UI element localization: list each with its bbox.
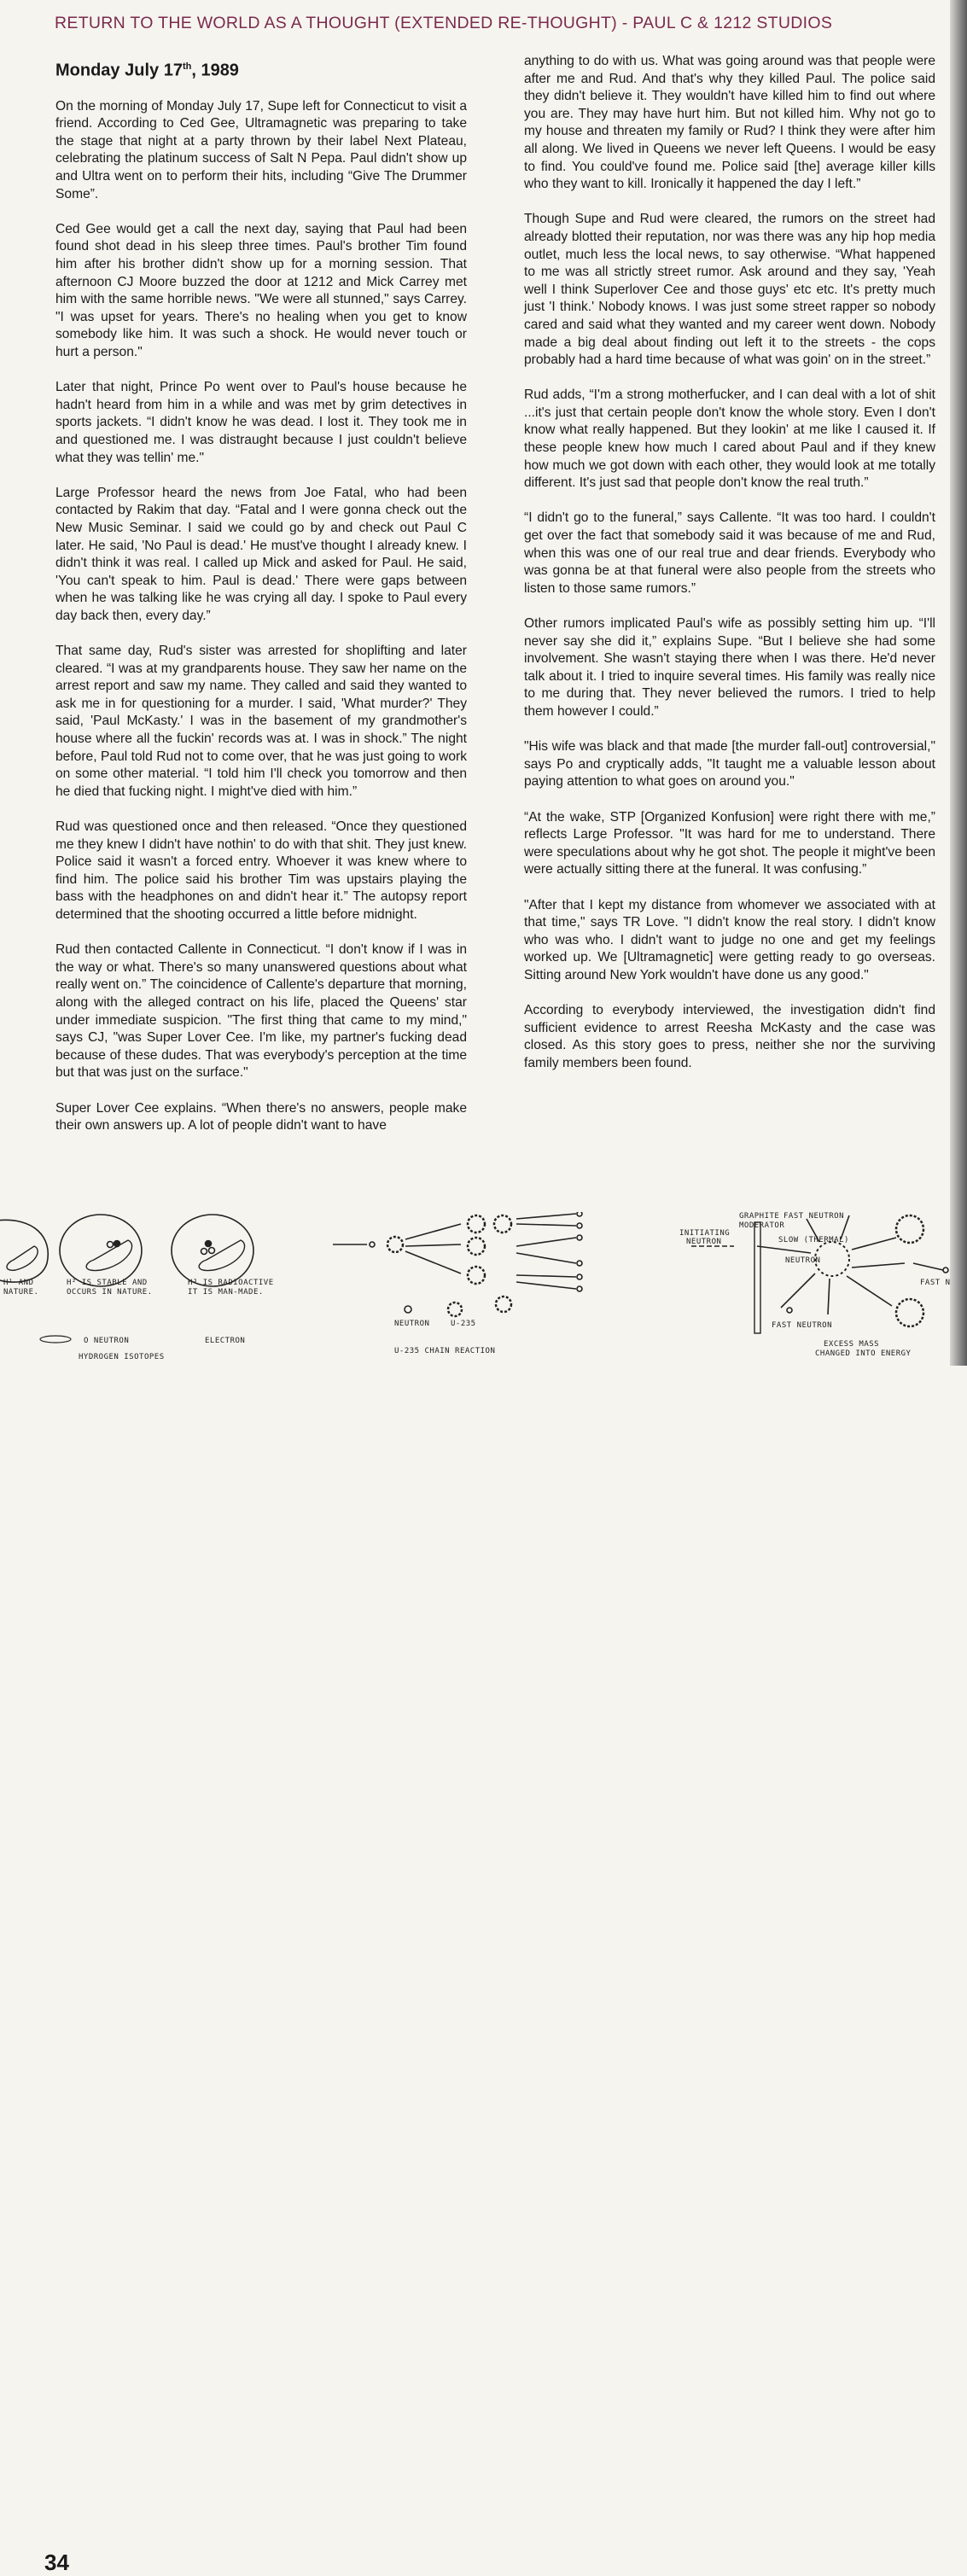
energy-ray-c	[852, 1263, 905, 1268]
fast-neutron-bottom	[787, 1308, 792, 1313]
energy-ray-e	[828, 1279, 830, 1314]
fission-arrow-d	[516, 1214, 576, 1219]
excess-mass-label-1: EXCESS MASS	[824, 1340, 880, 1349]
fission-arrow-i	[516, 1282, 576, 1289]
fission-arrow-g	[516, 1253, 576, 1263]
energy-ray-b	[852, 1238, 896, 1250]
page-header: RETURN TO THE WORLD AS A THOUGHT (EXTENDED RE-THOUGHT) - PAUL C & 1212 STUDIOS	[55, 14, 833, 32]
legend-electron-label: ELECTRON	[205, 1337, 246, 1345]
h2-label-1: H² IS STABLE AND	[67, 1279, 148, 1287]
neutron-out-5	[577, 1274, 582, 1279]
title-ordinal: th	[182, 61, 192, 72]
paragraph: "After that I kept my distance from whomever we associated with at that time," says TR Love. "I didn't know the real story. I didn't know who was who. I didn't want to judge no one and get my feelings worked up. We [Ultramagnetic] were getting ready to go overseas. Sitting around New York wouldn't have done us any good."	[524, 897, 935, 982]
h3-neutron-b	[209, 1248, 215, 1254]
slow-neutron-label-2: NEUTRON	[785, 1256, 821, 1265]
h2-label-2: OCCURS IN NATURE.	[67, 1288, 153, 1297]
legend-u235	[448, 1303, 462, 1316]
u235-nucleus-6	[496, 1297, 511, 1312]
h3-neutron-a	[201, 1249, 207, 1255]
paragraph: According to everybody interviewed, the investigation didn't find sufficient evidence to arrest Reesha McKasty and the case was closed. As this story goes to press, neither she nor the surviving family members been found.	[524, 1003, 935, 1070]
h3-label-2: IT IS MAN-MADE.	[188, 1288, 264, 1297]
paragraph: “At the wake, STP [Organized Konfusion] were right there with me,” reflects Large Professor. "It was hard for me to understand. There were speculations about why he got shot. The people it might've been were actually sitting there at the funeral. It was confusing.”	[524, 809, 935, 877]
neutron-out-1	[577, 1212, 582, 1216]
fission-arrow-e	[516, 1224, 576, 1226]
incoming-neutron	[370, 1242, 375, 1247]
paragraph: Ced Gee would get a call the next day, saying that Paul had been found shot dead in his sleep three times. Paul's brother Tim found him after his brother didn't show up for a morning session. That afternoon CJ Moore buzzed the door at 1212 and Mick Carrey met him with the same horrible news. "We were all stunned," says Carrey. "I was upset for years. There's no healing when you get to know somebody like him. It was such a shock. He would never touch or hurt a person."	[55, 221, 467, 359]
hydrogen-isotopes-title: HYDROGEN ISOTOPES	[79, 1353, 165, 1361]
h1-atom-shell	[0, 1220, 48, 1282]
u235-nucleus-5	[494, 1215, 511, 1233]
page-number: 34	[44, 2550, 69, 2575]
fission-arrow-h	[516, 1275, 576, 1277]
h1-label-2: NATURE.	[3, 1288, 39, 1297]
page-edge-shadow	[950, 0, 967, 1366]
fast-neutron-label-bottom: FAST NEUTRON	[772, 1321, 833, 1330]
paragraph: Other rumors implicated Paul's wife as possibly setting him up. “I'll never say she did it,” explains Supe. “But I believe she had some involvement. She wasn't staying there when I was there. He'd never talk about it. I tried to inquire several times. His family was really nice to me during that. They never believed the rumors. I tried to help them however I could.”	[524, 616, 935, 719]
fission-arrow-f	[516, 1238, 576, 1246]
moderator-label-1: GRAPHITE	[739, 1212, 780, 1221]
h2-neutron	[108, 1242, 114, 1248]
paragraph: Rud adds, “I'm a strong motherfucker, and I can deal with a lot of shit ...it's just that certain people don't know the whole story. Even I don't know what really happened. But they lookin' at me like I caused it. If these people knew how much I cared about Paul and if they knew how much we got down with each other, they would look at me totally different. It's just sad that people don't know the real truth.”	[524, 388, 935, 491]
initiating-label-2: NEUTRON	[686, 1238, 722, 1246]
physics-diagram-strip	[0, 1212, 951, 2575]
moderator-label-2: MODERATOR	[739, 1221, 785, 1230]
paragraph: On the morning of Monday July 17, Supe left for Connecticut to visit a friend. According to Ced Gee, Ultramagnetic was preparing to take the stage that night at a party thrown by their label Next Plateau, celebrating the platinum success of Salt N Pepa. Paul didn't show up and Ultra went on to perform their hits, including “Give The Drummer Some”.	[55, 98, 467, 201]
chain-reaction-title: U-235 CHAIN REACTION	[394, 1347, 496, 1355]
slow-neutron-path	[757, 1246, 811, 1253]
paragraph: anything to do with us. What was going around was that people were after me and Rud. And that's why they killed Paul. The police said they didn't believe it. They wouldn't have killed him to find out where you are. They may have hurt him. But not killed him. Why not go to my house and threaten my family or Rud? I think they were after him all along. We lived in Queens we never left Queens. I would be easy to find. You could've found me. Police said [the] average killer kills who they want to kill. Ironically it happened the day I left.”	[524, 54, 935, 192]
neutron-out-6	[577, 1286, 582, 1291]
fission-arrow-b	[405, 1244, 461, 1246]
paragraph: Later that night, Prince Po went over to Paul's house because he hadn't heard from him in a while and was met by grim detectives in sports jackets. “I didn't know he was dead. I lost it. They took me in and questioned me. I was distraught because I just couldn't believe what they was tellin' me."	[55, 380, 467, 465]
legend-neutron	[405, 1306, 411, 1313]
h1-electron-cloud	[7, 1246, 38, 1270]
h2-proton	[114, 1241, 120, 1247]
h3-atom-shell	[172, 1215, 253, 1286]
u235-nucleus-2	[468, 1215, 485, 1233]
energy-ray-f	[781, 1273, 815, 1308]
article-title	[55, 56, 467, 81]
paragraph: Super Lover Cee explains. “When there's no answers, people make their own answers up. A lot of people didn't want to have	[55, 1100, 467, 1134]
paragraph: Large Professor heard the news from Joe Fatal, who had been contacted by Rakim that day. “Fatal and I were gonna check out the New Music Seminar. I said we could go by and check out Paul C later. He said, 'No Paul is dead.' He must've thought I already knew. I didn't think it was real. I called up Mick and asked for Paul. He said, 'You can't speak to him. Paul is dead.' There were gaps between when he was talking like he was crying all day. I spoke to Paul every day back then, every day.”	[55, 485, 467, 623]
paragraph: That same day, Rud's sister was arrested for shoplifting and later cleared. “I was at my grandparents house. They saw her name on the arrest report and saw my name. They called and said they wanted to ask me in for questioning for a murder. I said, 'What murder?' They said, 'Paul McKasty.' I was in the basement of my grandmother's house where all the fuckin' records was at. I was in shock.” The night before, Paul told Rud not to come over, that he was just going to work on some other material. “I told him I'll check you tomorrow and then he died that fucking night. I might've died with him.”	[55, 644, 467, 799]
title-date: Monday July 17	[55, 61, 183, 80]
neutron-out-3	[577, 1235, 582, 1240]
initiating-label-1: INITIATING	[679, 1229, 731, 1238]
fragment-nucleus-a	[896, 1215, 923, 1243]
u235-nucleus-1	[387, 1237, 403, 1252]
paragraph: Rud then contacted Callente in Connecticut. “I don't know if I was in the way or what. There's so many unanswered questions about what really went on.” The coincidence of Callente's departure that morning, along with the alleged contract on his life, placed the Queens' star under immediate suspicion. "The first thing that came to my mind," says CJ, "was Super Lover Cee. I'm like, my partner's fucking dead because of these dudes. That was everybody's perception at the time but that was just on the surface."	[55, 942, 467, 1081]
fission-arrow-c	[405, 1251, 461, 1273]
fragment-nucleus-b	[896, 1299, 923, 1326]
h3-label-1: H³ IS RADIOACTIVE	[188, 1279, 274, 1287]
h1-label-1: H¹ AND	[3, 1279, 34, 1287]
paragraph: Rud was questioned once and then released. “Once they questioned me they knew I didn't have nothin' to do with that shit. They just knew. Police said it wasn't a forced entry. Whoever it was knew where to find him. The police said his brother Tim was upstairs playing the bass with the headphones on and didn't hear it.” The autopsy report determined that the shooting occurred a little before midnight.	[55, 819, 467, 922]
chain-u235-label: U-235	[451, 1320, 476, 1328]
fast-neutron-out	[943, 1268, 948, 1273]
fission-arrow-a	[405, 1224, 461, 1239]
h2-atom-shell	[60, 1215, 142, 1286]
paragraph: “I didn't go to the funeral,” says Callente. “It was too hard. I couldn't get over the fact that somebody said it was because of me and Rud, when this was one of our real true and dear friends. Everybody who was gonna be at that funeral were also people from the streets who listen to those same rumors.”	[524, 510, 935, 596]
paragraph: "His wife was black and that made [the murder fall-out] controversial," says Po and cryptically adds, "It taught me a valuable lesson about paying attention to what goes on around you."	[524, 739, 935, 790]
chain-neutron-label: NEUTRON	[394, 1320, 430, 1328]
legend-electron-shape	[40, 1336, 71, 1343]
fast-neutron-label-top: FAST NEUTRON	[784, 1212, 845, 1221]
slow-neutron-label: SLOW (THERMAL)	[778, 1236, 849, 1244]
neutron-out-4	[577, 1261, 582, 1266]
right-column	[524, 53, 935, 1090]
edge-fast-neutron-label: FAST N	[920, 1279, 951, 1287]
h2-electron-cloud	[86, 1240, 131, 1271]
fast-neutron-arrow	[913, 1263, 943, 1270]
graphite-moderator	[754, 1222, 760, 1333]
left-column	[55, 51, 467, 1152]
excess-mass-label-2: CHANGED INTO ENERGY	[815, 1349, 912, 1358]
legend-neutron-label: O NEUTRON	[84, 1337, 130, 1345]
energy-ray-d	[847, 1276, 892, 1306]
neutron-out-2	[577, 1223, 582, 1228]
paragraph: Though Supe and Rud were cleared, the rumors on the street had already blotted their reputation, nor was there was any hip hop media outlet, much less the local news, to say otherwise. “What happened to me was all strictly street rumor. Ask around and they say, 'Yeah well I think Superlover Cee and those guys' etc etc. It's pretty much just 'I think.' Nobody knows. I was just some street rapper so nobody cared and said what they wanted and my career went down. Nobody made a big deal about finding out left it to the streets - the cops probably had a hard time because of what was goin' on in the street.”	[524, 212, 935, 368]
u235-nucleus-4	[468, 1267, 485, 1284]
title-year: , 1989	[191, 61, 239, 80]
h3-proton	[206, 1241, 212, 1247]
u235-nucleus-3	[468, 1238, 485, 1255]
